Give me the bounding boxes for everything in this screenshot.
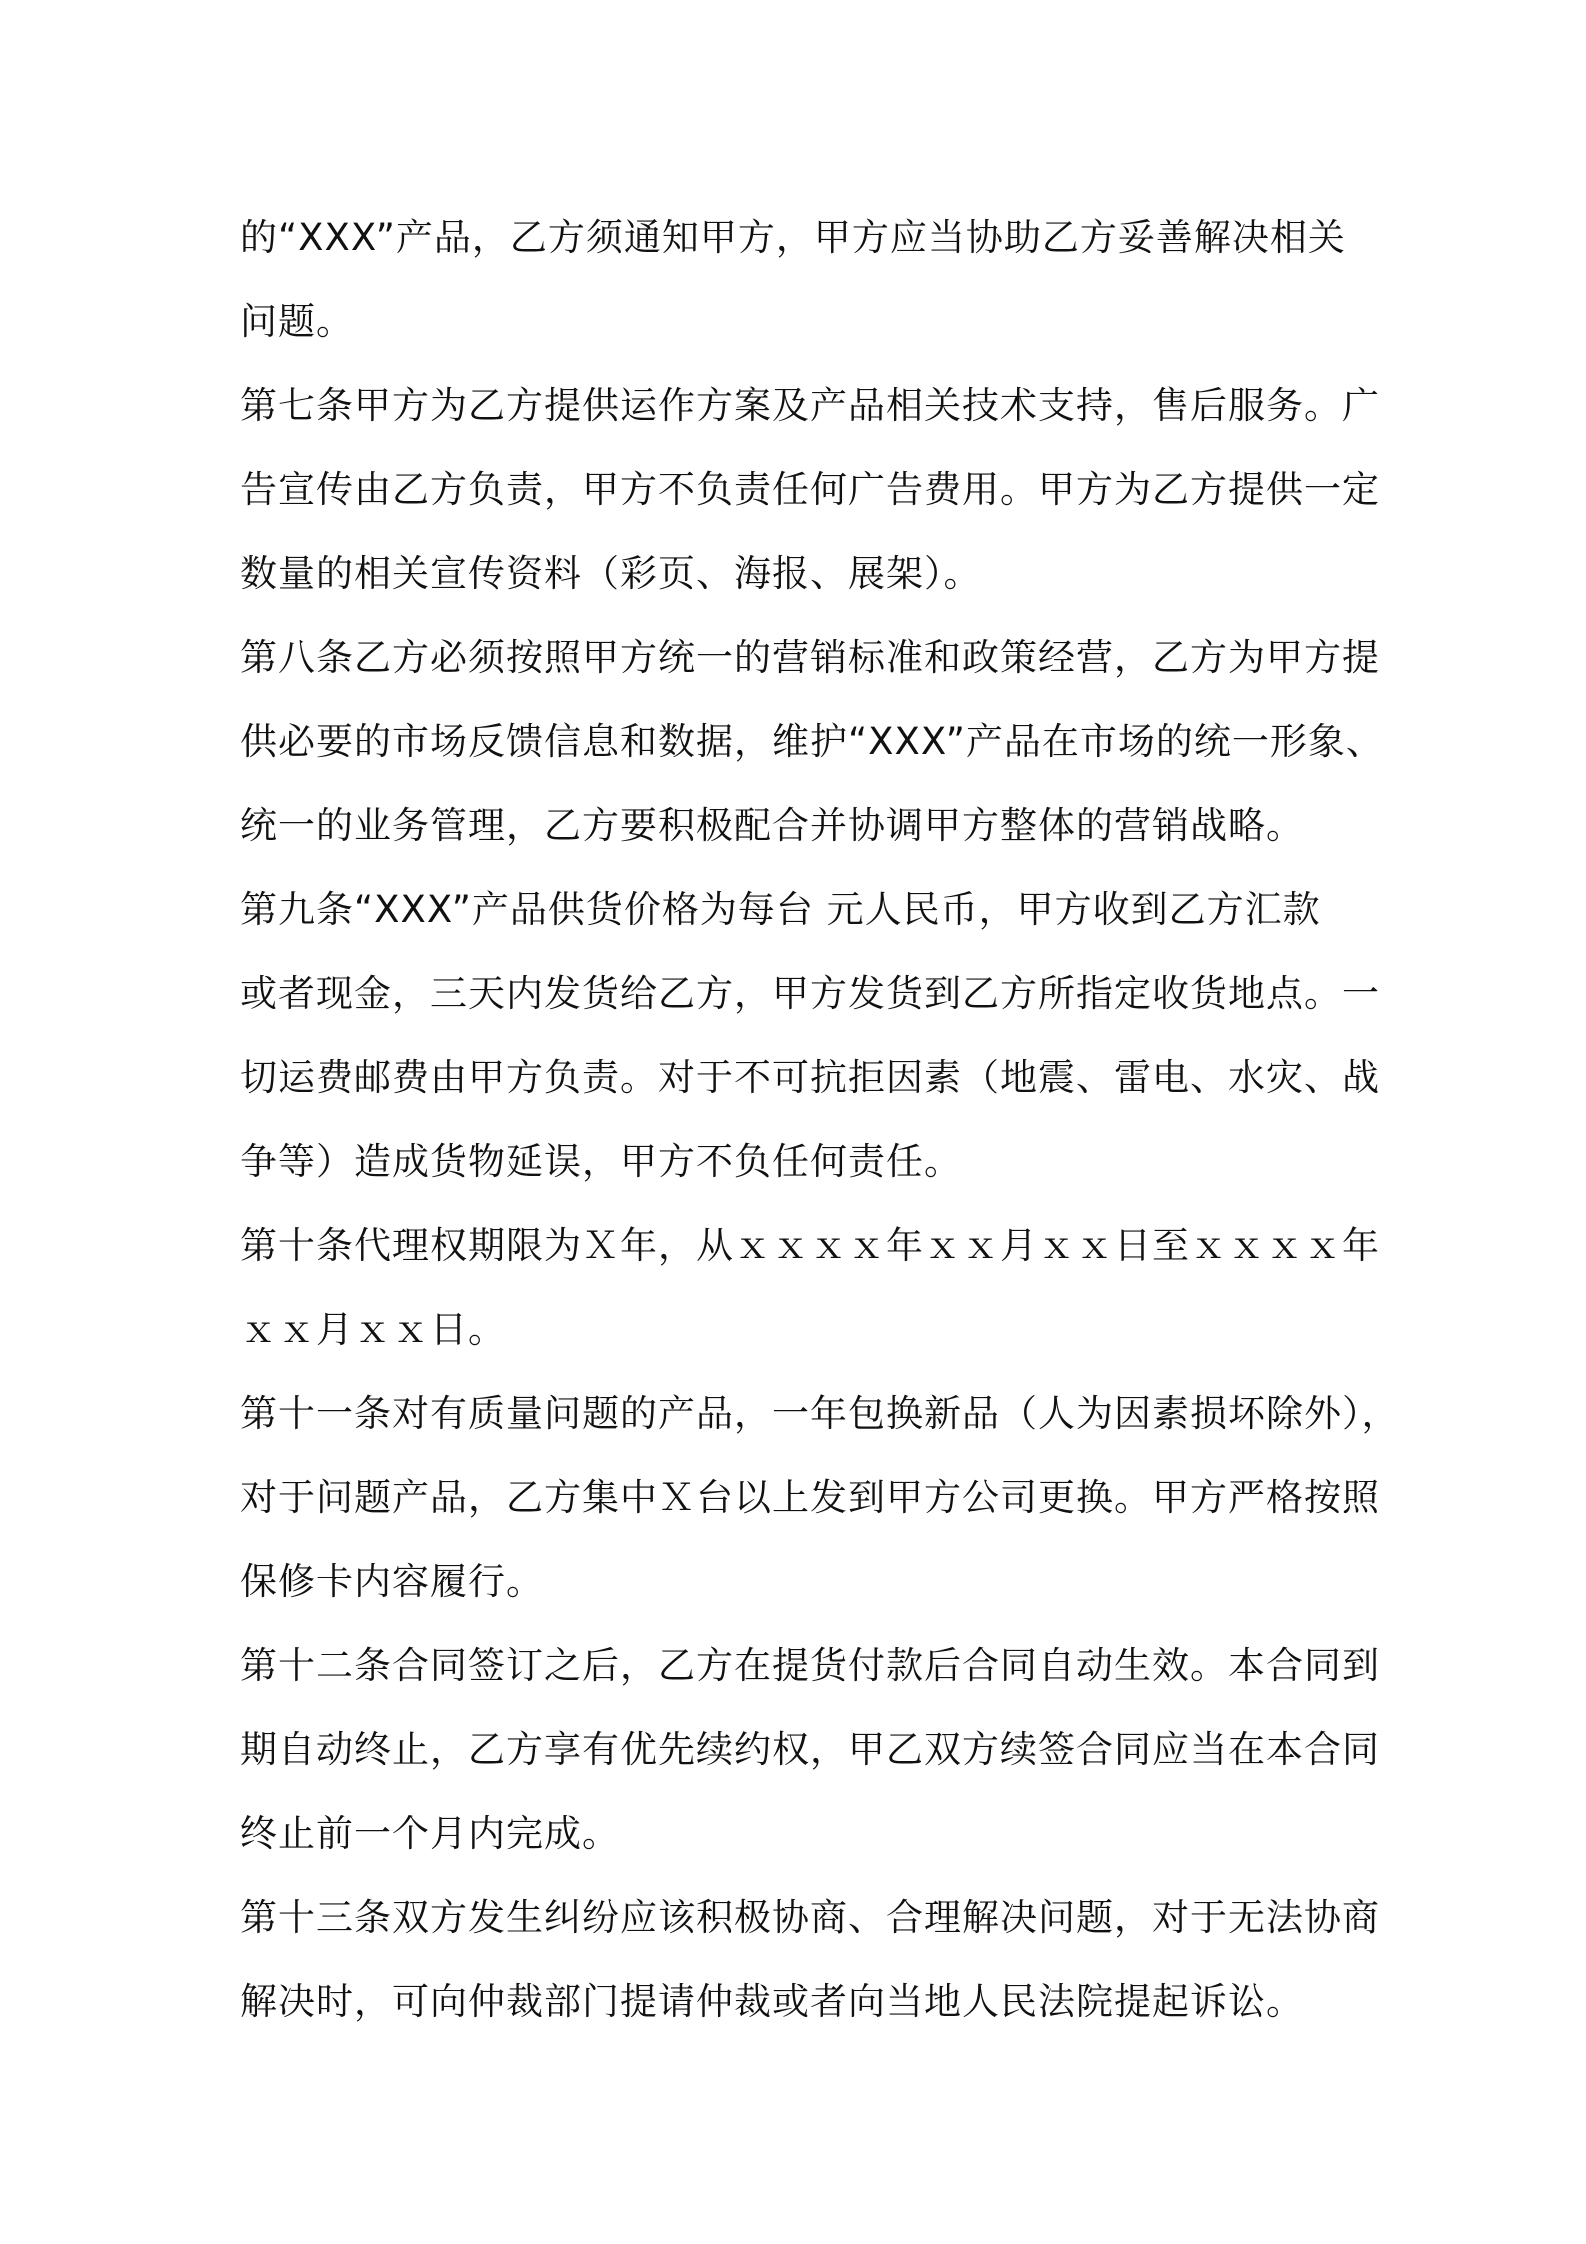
article-12-line: 第十二条合同签订之后，乙方在提货付款后合同自动生效。本合同到: [240, 1644, 1380, 1687]
article-9-line: 第九条“XXX”产品供货价格为每台 元人民币，甲方收到乙方汇款: [240, 888, 1321, 931]
text-line: 数量的相关宣传资料（彩页、海报、展架）。: [240, 552, 982, 595]
text-line: 的“XXX”产品，乙方须通知甲方，甲方应当协助乙方妥善解决相关: [240, 216, 1346, 259]
article-7-line: 第七条甲方为乙方提供运作方案及产品相关技术支持，售后服务。广: [240, 384, 1380, 427]
contract-body: [240, 196, 1400, 2044]
article-8-line: 第八条乙方必须按照甲方统一的营销标准和政策经营，乙方为甲方提: [240, 636, 1380, 679]
text-line: 终止前一个月内完成。: [240, 1812, 620, 1855]
text-line: 切运费邮费由甲方负责。对于不可抗拒因素（地震、雷电、水灾、战: [240, 1056, 1380, 1099]
text-line: 统一的业务管理，乙方要积极配合并协调甲方整体的营销战略。: [240, 804, 1304, 847]
text-line: 问题。: [240, 300, 354, 343]
text-line: 告宣传由乙方负责，甲方不负责任何广告费用。甲方为乙方提供一定: [240, 468, 1380, 511]
text-line: 或者现金，三天内发货给乙方，甲方发货到乙方所指定收货地点。一: [240, 972, 1380, 1015]
article-10-line: 第十条代理权期限为Ｘ年，从ｘｘｘｘ年ｘｘ月ｘｘ日至ｘｘｘｘ年: [240, 1224, 1380, 1267]
text-line: 期自动终止，乙方享有优先续约权，甲乙双方续签合同应当在本合同: [240, 1728, 1380, 1771]
text-line: 对于问题产品，乙方集中Ｘ台以上发到甲方公司更换。甲方严格按照: [240, 1476, 1380, 1519]
text-line: ｘｘ月ｘｘ日。: [240, 1308, 506, 1351]
text-line: 供必要的市场反馈信息和数据，维护“XXX”产品在市场的统一形象、: [240, 720, 1384, 763]
text-line: 解决时，可向仲裁部门提请仲裁或者向当地人民法院提起诉讼。: [240, 1980, 1304, 2023]
text-line: 保修卡内容履行。: [240, 1560, 544, 1603]
article-11-line: 第十一条对有质量问题的产品，一年包换新品（人为因素损坏除外），: [240, 1392, 1400, 1435]
text-line: 争等）造成货物延误，甲方不负任何责任。: [240, 1140, 962, 1183]
article-13-line: 第十三条双方发生纠纷应该积极协商、合理解决问题，对于无法协商: [240, 1896, 1380, 1939]
